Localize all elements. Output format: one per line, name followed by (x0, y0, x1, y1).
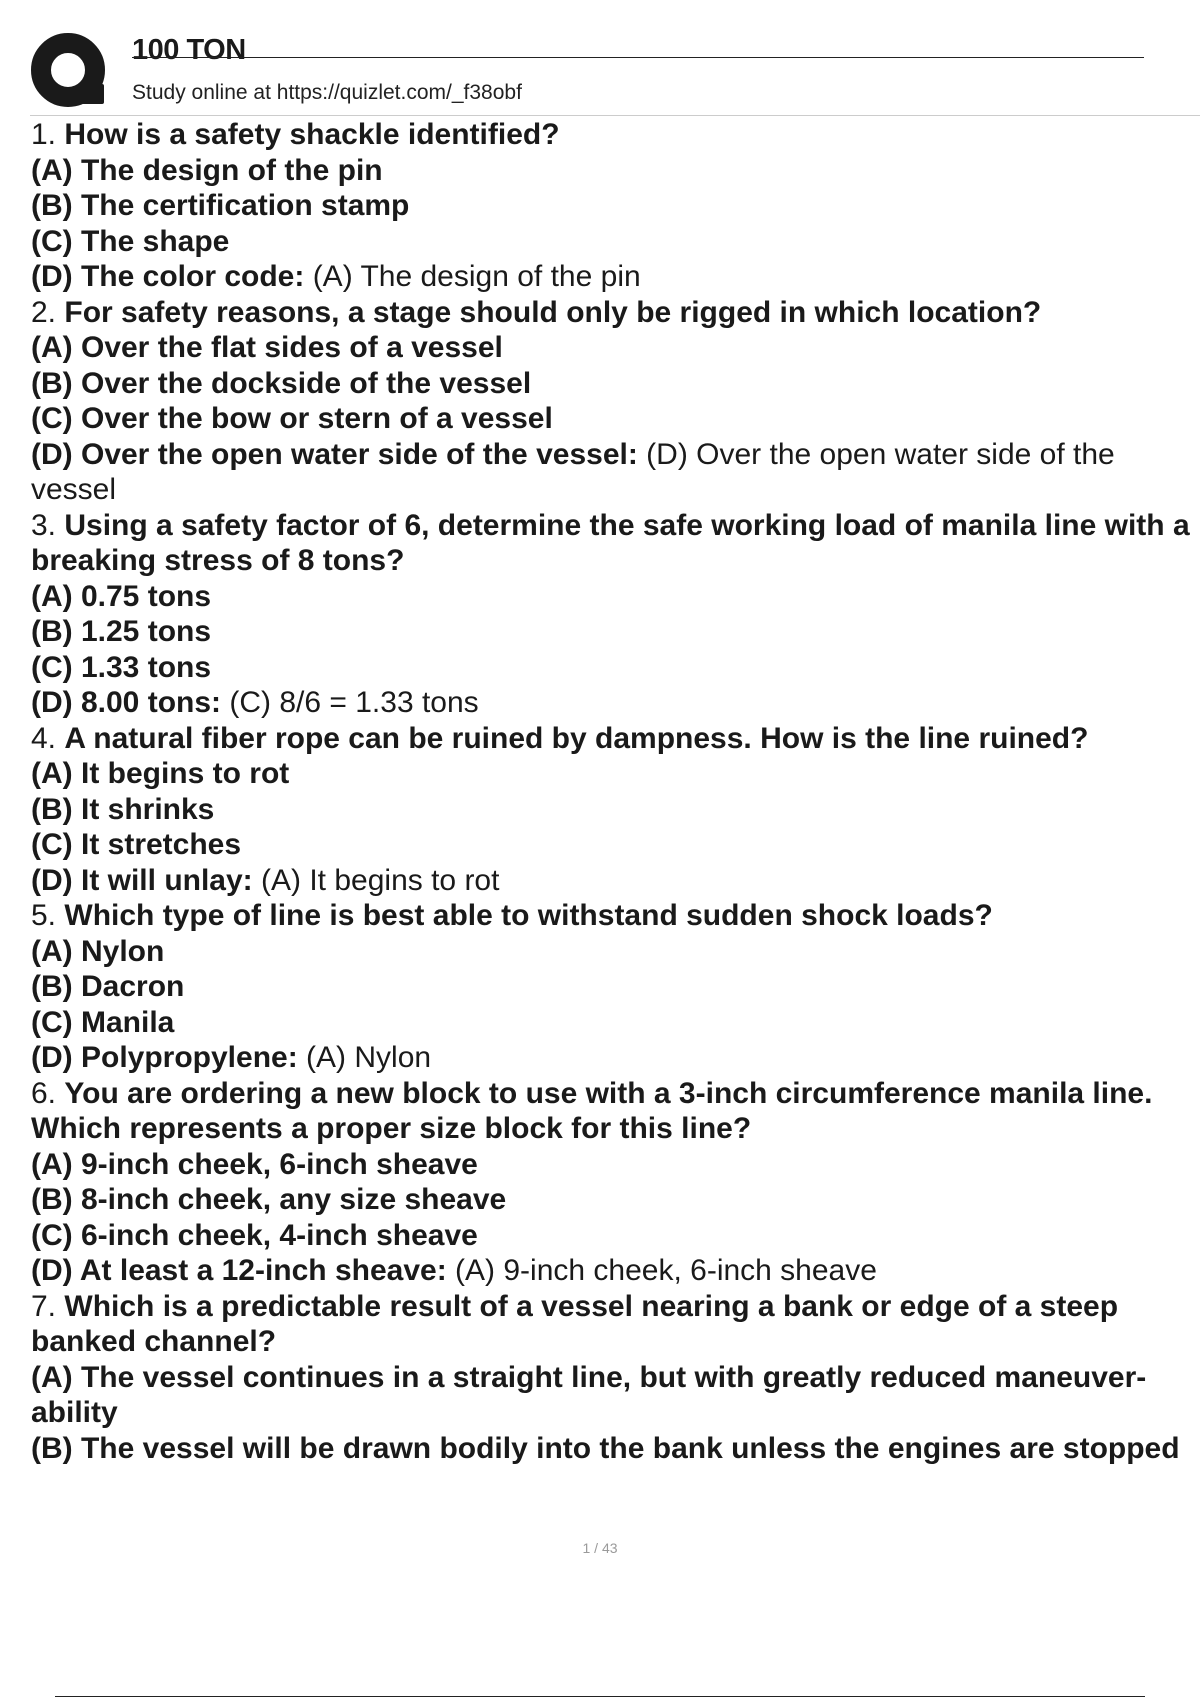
option-c: (C) 1.33 tons (31, 650, 212, 684)
option-d: (D) Over the open water side of the vessel: (31, 437, 638, 471)
option-a: (A) It begins to rot (31, 757, 290, 790)
option-b: (B) The vessel will be drawn bodily into the bank unless the engines are stopped (31, 1431, 1180, 1465)
option-c: (C) The shape (31, 224, 230, 258)
question-number: 4. (31, 721, 57, 755)
option-d: (D) At least a 12-inch sheave: (31, 1254, 447, 1287)
question-text: Which type of line is best able to withstand sudden shock loads? (64, 899, 993, 932)
option-d-with-answer (31, 259, 1200, 295)
answer: (A) Nylon (306, 1041, 432, 1074)
question-number: 7. (31, 1289, 57, 1323)
option-a: (A) Over the flat sides of a vessel (31, 331, 503, 364)
question-text-line-2: Which represents a proper size block for this line? (31, 1112, 752, 1145)
question-number: 6. (31, 1076, 57, 1110)
page-number: 1 / 43 (582, 1540, 618, 1556)
option-d: (D) The color code: (31, 260, 305, 293)
option-b: (B) Dacron (31, 970, 185, 1003)
option-d: (D) Polypropylene: (31, 1041, 298, 1074)
answer: (D) Over the open water side of the vessel (31, 437, 1115, 506)
option-d-with-answer (31, 437, 1200, 508)
option-a: (A) 9-inch cheek, 6-inch sheave (31, 1147, 478, 1181)
question-text: How is a safety shackle identified? (64, 118, 560, 151)
question-2 (31, 295, 1200, 508)
option-c: (C) Over the bow or stern of a vessel (31, 402, 553, 435)
question-6-prompt (31, 1076, 1200, 1112)
question-4-prompt (31, 721, 1200, 757)
option-d-with-answer (31, 685, 1200, 721)
question-text-line-1: You are ordering a new block to use with a 3-inch circumference manila line. (64, 1076, 1153, 1110)
option-a: (A) The design of the pin (31, 153, 383, 187)
option-a: (A) Nylon (31, 934, 165, 968)
option-b: (B) Over the dockside of the vessel (31, 366, 532, 400)
option-d-with-answer (31, 863, 1200, 899)
question-number: 5. (31, 899, 57, 932)
question-number: 1. (31, 118, 57, 151)
answer: (C) 8/6 = 1.33 tons (229, 686, 479, 719)
header-bottom-divider (30, 115, 1200, 116)
answer: (A) It begins to rot (261, 863, 500, 897)
question-6 (31, 1076, 1200, 1289)
option-a: (A) The vessel continues in a straight line, but with greatly reduced maneuver-ability (31, 1360, 1147, 1429)
option-c: (C) Manila (31, 1005, 175, 1039)
answer: (A) 9-inch cheek, 6-inch sheave (455, 1254, 877, 1287)
option-d-with-answer (31, 1253, 1200, 1289)
quizlet-q-logo-icon (30, 30, 112, 112)
document-title: 100 TON (132, 34, 246, 66)
answer: (A) The design of the pin (312, 260, 641, 293)
question-text: For safety reasons, a stage should only be rigged in which location? (64, 295, 1042, 329)
option-d-with-answer (31, 1040, 1200, 1076)
option-d: (D) 8.00 tons: (31, 686, 222, 719)
question-2-prompt (31, 295, 1200, 331)
option-b: (B) 1.25 tons (31, 615, 212, 648)
question-number: 2. (31, 295, 57, 329)
option-b: (B) 8-inch cheek, any size sheave (31, 1183, 507, 1216)
question-7 (31, 1289, 1200, 1467)
option-c: (C) It stretches (31, 828, 242, 861)
question-4 (31, 721, 1200, 899)
option-c: (C) 6-inch cheek, 4-inch sheave (31, 1218, 478, 1252)
question-5 (31, 898, 1200, 1076)
option-b: (B) The certification stamp (31, 189, 410, 222)
footer-divider (55, 1696, 1145, 1697)
question-7-prompt (31, 1289, 1200, 1360)
question-5-prompt (31, 898, 1200, 934)
question-text: A natural fiber rope can be ruined by dampness. How is the line ruined? (64, 721, 1089, 755)
header-divider (132, 57, 1144, 58)
question-3-prompt (31, 508, 1200, 579)
option-a: (A) 0.75 tons (31, 579, 212, 613)
option-d: (D) It will unlay: (31, 863, 253, 897)
question-list (31, 117, 1200, 1466)
question-number: 3. (31, 508, 57, 542)
question-1-prompt (31, 117, 1200, 153)
question-text: Which is a predictable result of a vessel nearing a bank or edge of a steep banked channel? (31, 1289, 1119, 1358)
question-1 (31, 117, 1200, 295)
study-online-link[interactable]: Study online at https://quizlet.com/_f38obf (132, 81, 522, 104)
option-b: (B) It shrinks (31, 792, 215, 826)
page-header (0, 0, 1200, 120)
question-text: Using a safety factor of 6, determine the safe working load of manila line with a breaking stress of 8 tons? (31, 508, 1190, 577)
question-3 (31, 508, 1200, 721)
